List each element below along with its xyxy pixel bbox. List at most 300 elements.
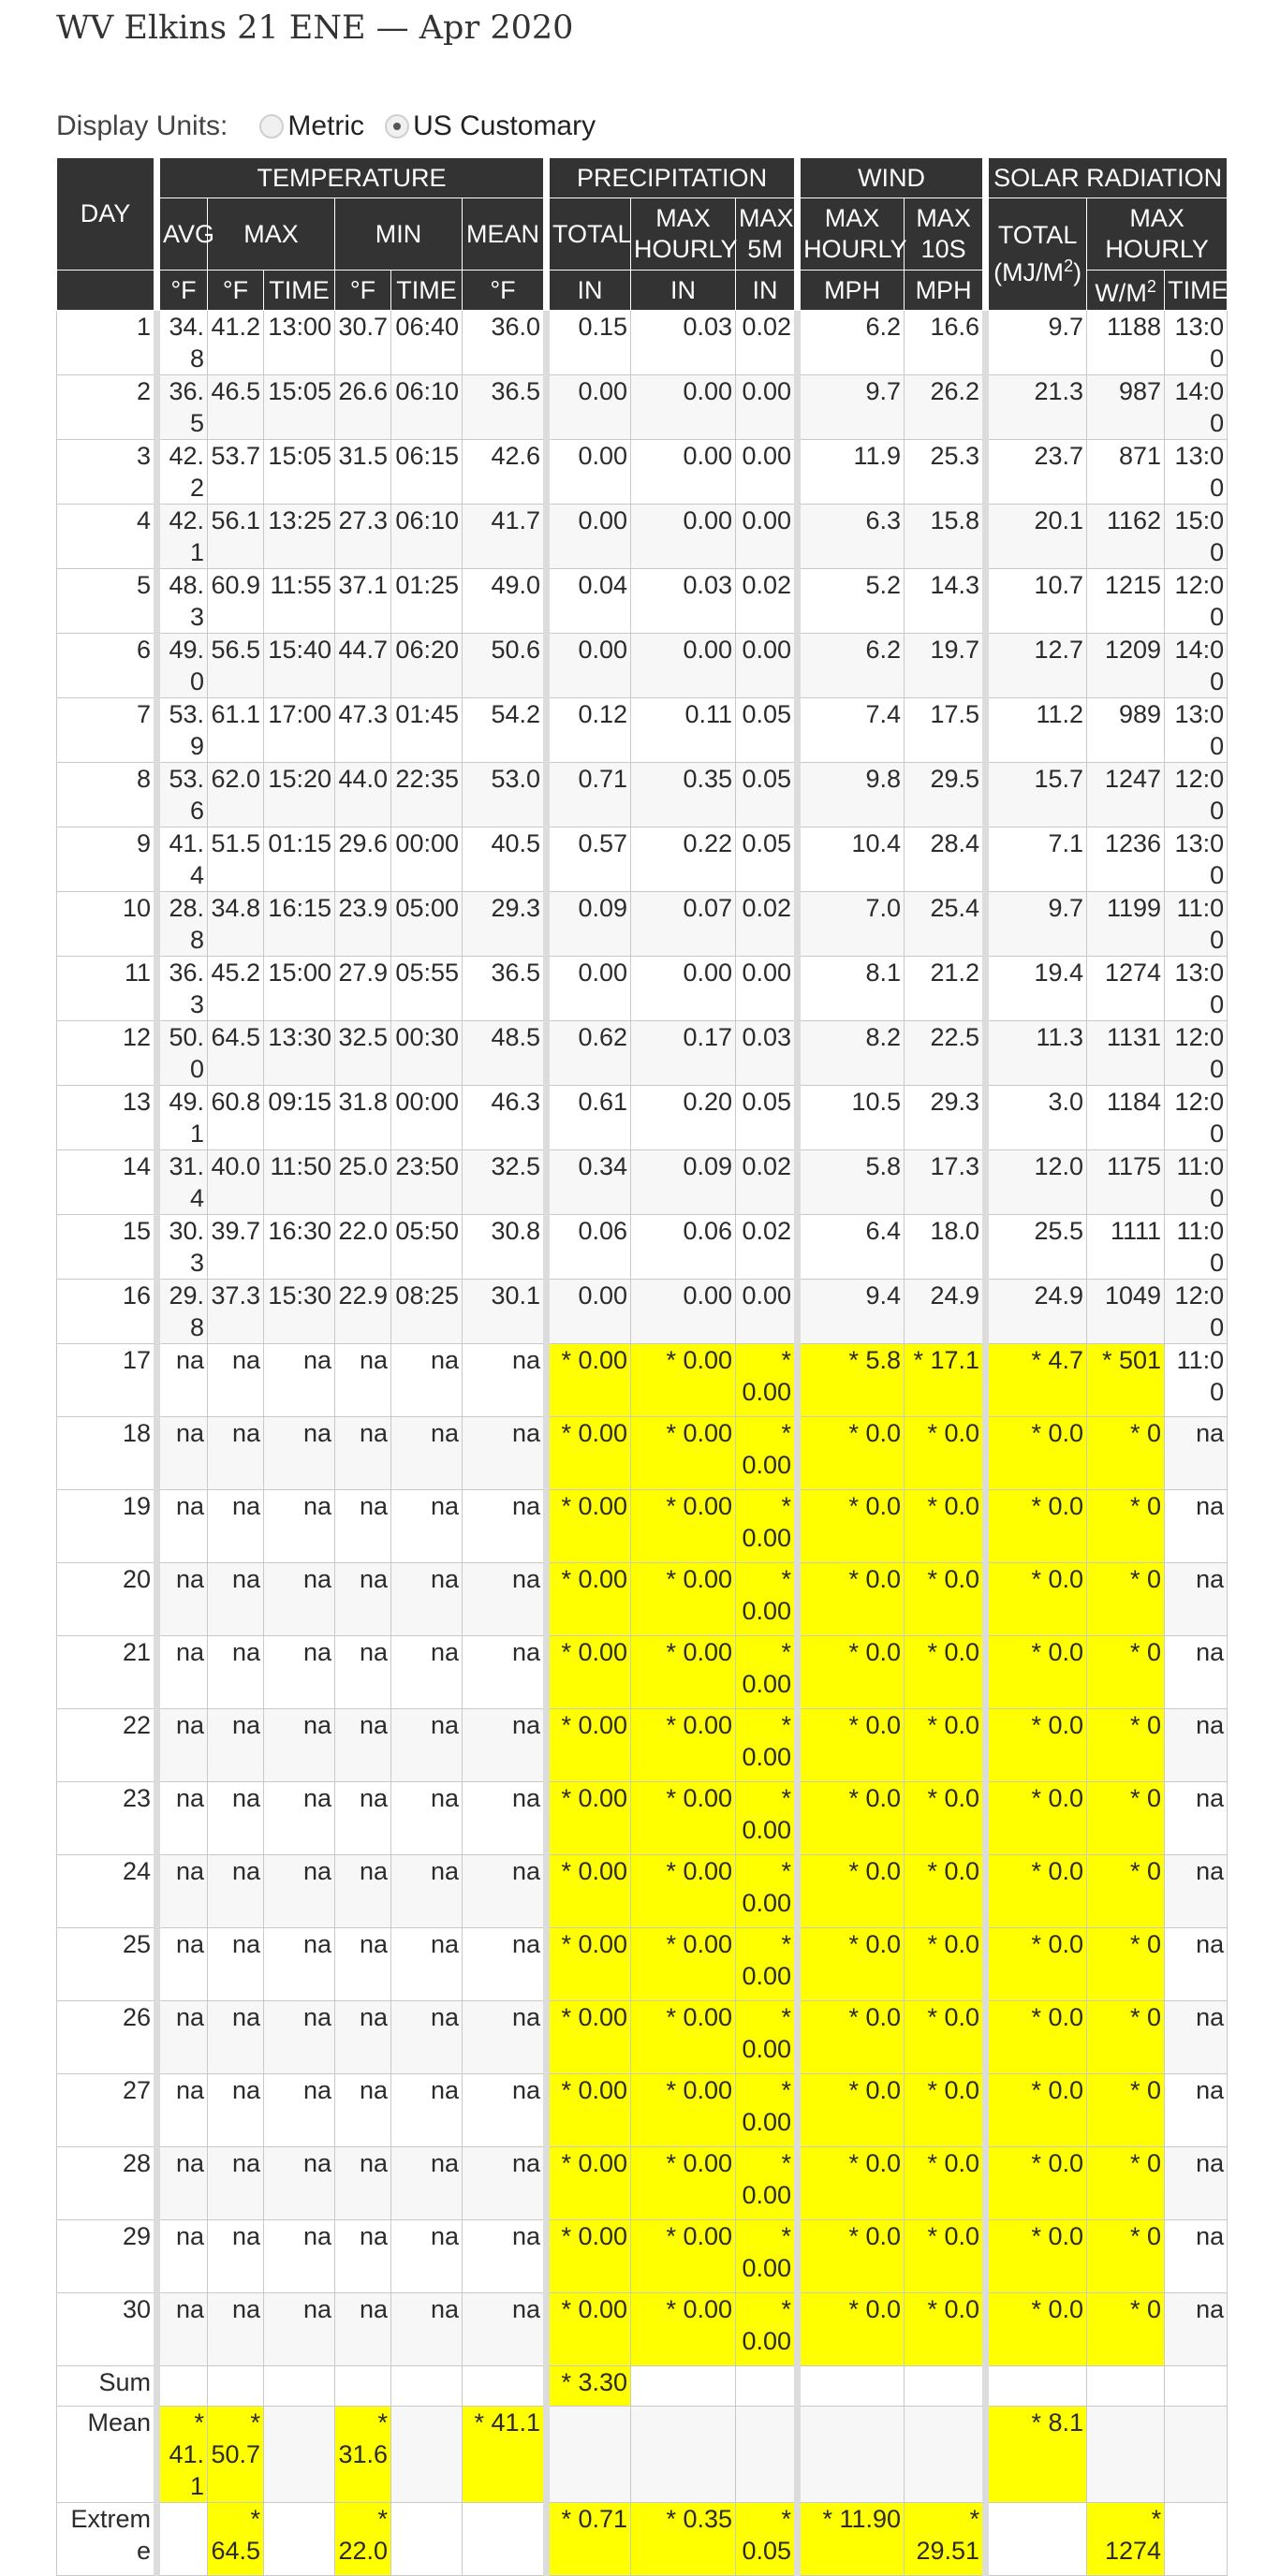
- min-time-cell: 01:45: [391, 698, 463, 763]
- solar-time-cell: 12:00: [1165, 1280, 1228, 1344]
- min-time-cell: na: [391, 1709, 463, 1782]
- solar-radiation-header: SOLAR RADIATION: [986, 158, 1228, 198]
- solar-max-hourly-cell: * 0: [1087, 2220, 1165, 2293]
- max-time-cell: 15:40: [264, 634, 335, 698]
- mean-cell: na: [463, 2074, 547, 2147]
- wind-max-10s-cell: * 0.0: [905, 2001, 986, 2074]
- day-cell: 29: [57, 2220, 157, 2293]
- max-cell: 40.0: [208, 1150, 264, 1215]
- precip-total-cell: * 0.00: [547, 2293, 631, 2366]
- min-cell: na: [335, 2001, 391, 2074]
- solar-total-cell: * 0.0: [986, 2147, 1087, 2220]
- max-time-cell: na: [264, 2074, 335, 2147]
- max-cell: 56.1: [208, 505, 264, 569]
- min-time-cell: na: [391, 1855, 463, 1928]
- table-row: [57, 1490, 1228, 1563]
- precip-max-5m-cell: 0.00: [736, 505, 798, 569]
- precip-max-hourly-cell: * 0.00: [631, 1709, 736, 1782]
- min-cell: 22.0: [335, 1215, 391, 1280]
- precip-max-hourly-cell: * 0.00: [631, 2293, 736, 2366]
- avg-cell: 31.4: [157, 1150, 208, 1215]
- wind-max-hourly-unit: MPH: [798, 271, 905, 311]
- mean-cell: na: [463, 1855, 547, 1928]
- min-time-cell: na: [391, 1636, 463, 1709]
- precip-max-hourly-cell: 0.22: [631, 827, 736, 892]
- precip-max-hourly-header: MAX HOURLY: [631, 198, 736, 271]
- max-cell: na: [208, 1344, 264, 1417]
- table-row: [57, 1709, 1228, 1782]
- solar-max-hourly-cell: 871: [1087, 440, 1165, 505]
- display-units: [56, 110, 616, 142]
- min-cell: na: [335, 1855, 391, 1928]
- avg-cell: na: [157, 2001, 208, 2074]
- precip-max-5m-cell: * 0.00: [736, 1928, 798, 2001]
- day-cell: 10: [57, 892, 157, 957]
- table-row: [57, 1086, 1228, 1150]
- min-cell: na: [335, 1490, 391, 1563]
- precip-max-5m-cell: [736, 2366, 798, 2407]
- max-cell: 60.8: [208, 1086, 264, 1150]
- solar-total-cell: * 0.0: [986, 1636, 1087, 1709]
- max-cell: 37.3: [208, 1280, 264, 1344]
- solar-total-cell: [986, 2503, 1087, 2576]
- table-row: [57, 1855, 1228, 1928]
- solar-max-hourly-cell: * 0: [1087, 2074, 1165, 2147]
- day-cell: 28: [57, 2147, 157, 2220]
- day-cell: 24: [57, 1855, 157, 1928]
- min-unit: °F: [335, 271, 391, 311]
- avg-cell: 49.1: [157, 1086, 208, 1150]
- mean-cell: na: [463, 2001, 547, 2074]
- min-cell: 27.3: [335, 505, 391, 569]
- day-cell: 18: [57, 1417, 157, 1490]
- max-time-cell: [264, 2366, 335, 2407]
- wind-max-10s-cell: 25.3: [905, 440, 986, 505]
- max-time-cell: 15:30: [264, 1280, 335, 1344]
- max-cell: 46.5: [208, 375, 264, 440]
- mean-cell: 54.2: [463, 698, 547, 763]
- wind-max-hourly-cell: * 0.0: [798, 1855, 905, 1928]
- max-time-cell: 11:55: [264, 569, 335, 634]
- precip-max-hourly-cell: * 0.00: [631, 2001, 736, 2074]
- precip-total-cell: 0.57: [547, 827, 631, 892]
- solar-time-cell: 13:00: [1165, 440, 1228, 505]
- table-row: [57, 2503, 1228, 2576]
- solar-time-cell: na: [1165, 2147, 1228, 2220]
- solar-time-cell: [1165, 2366, 1228, 2407]
- solar-time-cell: 13:00: [1165, 957, 1228, 1021]
- mean-cell: na: [463, 1417, 547, 1490]
- wind-max-10s-cell: * 0.0: [905, 1490, 986, 1563]
- solar-total-end: ): [1073, 258, 1082, 286]
- mean-unit: °F: [463, 271, 547, 311]
- wind-max-hourly-cell: 7.4: [798, 698, 905, 763]
- solar-total-cell: 24.9: [986, 1280, 1087, 1344]
- precip-total-cell: * 0.00: [547, 1490, 631, 1563]
- max-cell: 62.0: [208, 763, 264, 827]
- solar-total-cell: * 0.0: [986, 1928, 1087, 2001]
- solar-total-cell: * 0.0: [986, 2074, 1087, 2147]
- wind-max-10s-cell: 22.5: [905, 1021, 986, 1086]
- day-cell: 26: [57, 2001, 157, 2074]
- precip-max-hourly-cell: * 0.00: [631, 1490, 736, 1563]
- wind-max-hourly-cell: 9.8: [798, 763, 905, 827]
- wind-max-hourly-cell: 6.2: [798, 634, 905, 698]
- solar-total-cell: 25.5: [986, 1215, 1087, 1280]
- table-row: [57, 1417, 1228, 1490]
- max-cell: 64.5: [208, 1021, 264, 1086]
- precip-total-cell: * 0.00: [547, 1636, 631, 1709]
- precip-total-cell: * 0.00: [547, 1855, 631, 1928]
- max-cell: na: [208, 2147, 264, 2220]
- wind-max-10s-cell: 24.9: [905, 1280, 986, 1344]
- wind-max-hourly-cell: * 0.0: [798, 2220, 905, 2293]
- day-cell: 9: [57, 827, 157, 892]
- solar-time-cell: na: [1165, 1636, 1228, 1709]
- avg-cell: na: [157, 2220, 208, 2293]
- solar-time-cell: 13:00: [1165, 827, 1228, 892]
- min-cell: * 31.6: [335, 2407, 391, 2503]
- wind-max-10s-cell: 18.0: [905, 1215, 986, 1280]
- max-time-cell: 13:25: [264, 505, 335, 569]
- avg-cell: 28.8: [157, 892, 208, 957]
- precip-total-cell: * 0.71: [547, 2503, 631, 2576]
- wind-max-10s-cell: 21.2: [905, 957, 986, 1021]
- day-cell: 21: [57, 1636, 157, 1709]
- avg-cell: 53.6: [157, 763, 208, 827]
- wind-max-hourly-cell: [798, 2407, 905, 2503]
- precip-total-cell: * 0.00: [547, 1709, 631, 1782]
- max-time-cell: 17:00: [264, 698, 335, 763]
- avg-cell: 49.0: [157, 634, 208, 698]
- mean-cell: 46.3: [463, 1086, 547, 1150]
- avg-cell: 29.8: [157, 1280, 208, 1344]
- precip-max-5m-cell: 0.02: [736, 1215, 798, 1280]
- solar-time-cell: na: [1165, 1563, 1228, 1636]
- solar-total-cell: * 0.0: [986, 1563, 1087, 1636]
- metric-radio[interactable]: [259, 114, 284, 139]
- day-cell: 19: [57, 1490, 157, 1563]
- day-cell: 5: [57, 569, 157, 634]
- solar-total-cell: * 4.7: [986, 1344, 1087, 1417]
- precip-max-hourly-cell: * 0.00: [631, 1563, 736, 1636]
- precip-max-hourly-cell: [631, 2407, 736, 2503]
- solar-time-cell: 11:00: [1165, 892, 1228, 957]
- avg-cell: na: [157, 1782, 208, 1855]
- precip-max-hourly-cell: 0.00: [631, 505, 736, 569]
- precip-total-cell: 0.09: [547, 892, 631, 957]
- precip-max-hourly-cell: [631, 2366, 736, 2407]
- min-cell: 44.7: [335, 634, 391, 698]
- wind-max-hourly-cell: 10.4: [798, 827, 905, 892]
- precip-max-5m-cell: 0.02: [736, 1150, 798, 1215]
- precip-total-cell: 0.71: [547, 763, 631, 827]
- solar-max-hourly-cell: 1247: [1087, 763, 1165, 827]
- solar-time-cell: 11:00: [1165, 1215, 1228, 1280]
- metric-option-label[interactable]: Metric: [287, 110, 365, 141]
- solar-max-hourly-cell: 1184: [1087, 1086, 1165, 1150]
- precip-total-cell: * 0.00: [547, 1928, 631, 2001]
- wind-max-10s-cell: [905, 2407, 986, 2503]
- precip-max-hourly-cell: * 0.35: [631, 2503, 736, 2576]
- wind-max-hourly-cell: * 0.0: [798, 2074, 905, 2147]
- solar-max-hourly-cell: * 0: [1087, 1490, 1165, 1563]
- precip-max-5m-cell: * 0.00: [736, 1855, 798, 1928]
- wind-max-hourly-cell: 6.3: [798, 505, 905, 569]
- max-cell: na: [208, 1417, 264, 1490]
- wind-max-hourly-cell: 9.4: [798, 1280, 905, 1344]
- mean-cell: na: [463, 1636, 547, 1709]
- day-cell: 22: [57, 1709, 157, 1782]
- solar-time-cell: na: [1165, 1417, 1228, 1490]
- mean-cell: 29.3: [463, 892, 547, 957]
- solar-total-cell: 3.0: [986, 1086, 1087, 1150]
- solar-max-hourly-cell: 1162: [1087, 505, 1165, 569]
- precip-max-5m-cell: * 0.00: [736, 1344, 798, 1417]
- wind-max-10s-cell: * 29.51: [905, 2503, 986, 2576]
- min-cell: na: [335, 2147, 391, 2220]
- solar-total-cell: 11.3: [986, 1021, 1087, 1086]
- mean-cell: [463, 2503, 547, 2576]
- precip-total-header: TOTAL: [547, 198, 631, 271]
- max-time-cell: na: [264, 1782, 335, 1855]
- solar-time-cell: 13:00: [1165, 311, 1228, 375]
- max-cell: 56.5: [208, 634, 264, 698]
- precip-max-5m-cell: 0.02: [736, 569, 798, 634]
- max-cell: na: [208, 1490, 264, 1563]
- max-time-unit: TIME: [264, 271, 335, 311]
- max-cell: 51.5: [208, 827, 264, 892]
- wind-max-10s-cell: [905, 2366, 986, 2407]
- solar-max-hourly-cell: 1188: [1087, 311, 1165, 375]
- min-time-cell: 00:00: [391, 1086, 463, 1150]
- max-cell: na: [208, 2293, 264, 2366]
- max-time-cell: na: [264, 1417, 335, 1490]
- mean-cell: na: [463, 2147, 547, 2220]
- max-cell: 41.2: [208, 311, 264, 375]
- table-row: [57, 957, 1228, 1021]
- precip-max-5m-cell: 0.05: [736, 1086, 798, 1150]
- precip-max-hourly-cell: 0.00: [631, 634, 736, 698]
- wind-max-hourly-cell: * 0.0: [798, 2001, 905, 2074]
- precip-total-cell: 0.12: [547, 698, 631, 763]
- solar-max-hourly-cell: 989: [1087, 698, 1165, 763]
- solar-time-cell: 14:00: [1165, 375, 1228, 440]
- wm-unit-sup: 2: [1146, 277, 1156, 296]
- wind-max-10s-cell: * 0.0: [905, 1709, 986, 1782]
- min-cell: 37.1: [335, 569, 391, 634]
- min-time-cell: 01:25: [391, 569, 463, 634]
- min-time-cell: 08:25: [391, 1280, 463, 1344]
- min-time-cell: 06:40: [391, 311, 463, 375]
- solar-total-cell: 21.3: [986, 375, 1087, 440]
- wind-max-hourly-cell: * 0.0: [798, 1563, 905, 1636]
- precip-max-5m-cell: * 0.00: [736, 1490, 798, 1563]
- avg-cell: na: [157, 1928, 208, 2001]
- avg-cell: 42.2: [157, 440, 208, 505]
- solar-total-cell: * 0.0: [986, 2220, 1087, 2293]
- max-time-cell: [264, 2407, 335, 2503]
- wind-max-10s-cell: * 0.0: [905, 1563, 986, 1636]
- precip-total-cell: * 0.00: [547, 2074, 631, 2147]
- min-time-cell: na: [391, 1928, 463, 2001]
- mean-cell: na: [463, 1344, 547, 1417]
- max-time-cell: 13:30: [264, 1021, 335, 1086]
- solar-max-hourly-cell: 987: [1087, 375, 1165, 440]
- wind-max-hourly-cell: * 0.0: [798, 1417, 905, 1490]
- precip-total-cell: * 0.00: [547, 1344, 631, 1417]
- precip-max-hourly-cell: * 0.00: [631, 1636, 736, 1709]
- solar-time-cell: [1165, 2503, 1228, 2576]
- precip-total-cell: 0.00: [547, 505, 631, 569]
- precip-max-5m-cell: 0.00: [736, 1280, 798, 1344]
- min-time-cell: na: [391, 2293, 463, 2366]
- precip-max-hourly-cell: * 0.00: [631, 2220, 736, 2293]
- min-cell: na: [335, 2220, 391, 2293]
- avg-cell: na: [157, 1709, 208, 1782]
- max-cell: 53.7: [208, 440, 264, 505]
- mean-cell: 40.5: [463, 827, 547, 892]
- wind-max-hourly-cell: * 0.0: [798, 1709, 905, 1782]
- precip-max-5m-cell: 0.00: [736, 957, 798, 1021]
- min-cell: 27.9: [335, 957, 391, 1021]
- min-time-cell: [391, 2503, 463, 2576]
- max-cell: * 64.5: [208, 2503, 264, 2576]
- avg-cell: 53.9: [157, 698, 208, 763]
- precip-total-cell: 0.34: [547, 1150, 631, 1215]
- wind-max-10s-header: MAX 10S: [905, 198, 986, 271]
- min-time-cell: 05:50: [391, 1215, 463, 1280]
- mean-cell: na: [463, 1928, 547, 2001]
- day-cell: 23: [57, 1782, 157, 1855]
- table-row: [57, 698, 1228, 763]
- precip-max-5m-cell: 0.05: [736, 827, 798, 892]
- precip-total-cell: 0.61: [547, 1086, 631, 1150]
- wind-max-hourly-cell: 11.9: [798, 440, 905, 505]
- max-time-cell: 15:20: [264, 763, 335, 827]
- us-customary-radio[interactable]: [385, 114, 409, 139]
- solar-time-cell: na: [1165, 1782, 1228, 1855]
- wind-max-hourly-cell: * 0.0: [798, 1782, 905, 1855]
- table-row: [57, 1215, 1228, 1280]
- wind-max-10s-cell: * 0.0: [905, 1782, 986, 1855]
- day-cell: 12: [57, 1021, 157, 1086]
- precip-max-5m-header: MAX 5M: [736, 198, 798, 271]
- solar-total-cell: 15.7: [986, 763, 1087, 827]
- table-row: [57, 1782, 1228, 1855]
- min-time-cell: 00:30: [391, 1021, 463, 1086]
- avg-unit: °F: [157, 271, 208, 311]
- solar-total-cell: * 0.0: [986, 1782, 1087, 1855]
- table-row: [57, 1280, 1228, 1344]
- wind-max-hourly-cell: 6.2: [798, 311, 905, 375]
- solar-total-cell: 7.1: [986, 827, 1087, 892]
- precip-max-5m-cell: [736, 2407, 798, 2503]
- precip-max-5m-cell: 0.02: [736, 892, 798, 957]
- wind-max-10s-cell: * 0.0: [905, 1417, 986, 1490]
- mean-cell: 42.6: [463, 440, 547, 505]
- avg-cell: 48.3: [157, 569, 208, 634]
- max-cell: [208, 2366, 264, 2407]
- solar-total-cell: 19.4: [986, 957, 1087, 1021]
- max-cell: na: [208, 2220, 264, 2293]
- min-cell: na: [335, 1636, 391, 1709]
- min-cell: 23.9: [335, 892, 391, 957]
- solar-max-hourly-cell: * 0: [1087, 2293, 1165, 2366]
- day-cell: 20: [57, 1563, 157, 1636]
- max-time-cell: na: [264, 2147, 335, 2220]
- solar-time-cell: na: [1165, 2001, 1228, 2074]
- min-time-cell: na: [391, 2001, 463, 2074]
- precip-max-hourly-cell: * 0.00: [631, 2074, 736, 2147]
- table-row: [57, 634, 1228, 698]
- precip-max-5m-cell: * 0.00: [736, 2293, 798, 2366]
- min-header: MIN: [335, 198, 463, 271]
- table-row: [57, 440, 1228, 505]
- min-time-cell: na: [391, 1782, 463, 1855]
- min-cell: 29.6: [335, 827, 391, 892]
- solar-time-cell: na: [1165, 2074, 1228, 2147]
- max-cell: na: [208, 1709, 264, 1782]
- avg-cell: [157, 2366, 208, 2407]
- precip-max-hourly-cell: 0.00: [631, 1280, 736, 1344]
- table-row: [57, 2074, 1228, 2147]
- precip-max-5m-cell: * 0.00: [736, 1636, 798, 1709]
- wind-max-10s-cell: 29.3: [905, 1086, 986, 1150]
- avg-header: AVG: [157, 198, 208, 271]
- min-time-cell: 06:15: [391, 440, 463, 505]
- avg-cell: 36.3: [157, 957, 208, 1021]
- min-time-cell: 00:00: [391, 827, 463, 892]
- avg-cell: na: [157, 2293, 208, 2366]
- precip-max-5m-cell: 0.05: [736, 698, 798, 763]
- us-customary-option-label[interactable]: US Customary: [413, 110, 596, 141]
- mean-cell: na: [463, 2220, 547, 2293]
- mean-cell: 50.6: [463, 634, 547, 698]
- min-cell: 30.7: [335, 311, 391, 375]
- solar-total-cell: * 0.0: [986, 1417, 1087, 1490]
- precip-total-cell: 0.00: [547, 375, 631, 440]
- day-cell: 27: [57, 2074, 157, 2147]
- wind-max-10s-cell: * 0.0: [905, 2074, 986, 2147]
- table-row: [57, 569, 1228, 634]
- max-cell: na: [208, 2074, 264, 2147]
- min-time-cell: na: [391, 1344, 463, 1417]
- solar-max-hourly-cell: 1209: [1087, 634, 1165, 698]
- avg-cell: 50.0: [157, 1021, 208, 1086]
- mean-cell: 36.5: [463, 957, 547, 1021]
- min-time-cell: 05:55: [391, 957, 463, 1021]
- precip-max-hourly-cell: * 0.00: [631, 1928, 736, 2001]
- precip-max-hourly-cell: * 0.00: [631, 1855, 736, 1928]
- temperature-header: TEMPERATURE: [157, 158, 547, 198]
- min-cell: na: [335, 1782, 391, 1855]
- wind-header: WIND: [798, 158, 986, 198]
- min-cell: na: [335, 1417, 391, 1490]
- min-time-cell: [391, 2366, 463, 2407]
- solar-time-cell: 12:00: [1165, 1021, 1228, 1086]
- max-time-cell: na: [264, 2293, 335, 2366]
- wind-max-10s-cell: 14.3: [905, 569, 986, 634]
- day-cell: 25: [57, 1928, 157, 2001]
- wind-max-10s-cell: * 0.0: [905, 1636, 986, 1709]
- precip-total-cell: * 0.00: [547, 1563, 631, 1636]
- wind-max-10s-cell: * 0.0: [905, 1855, 986, 1928]
- min-time-cell: 23:50: [391, 1150, 463, 1215]
- solar-time-cell: 11:00: [1165, 1150, 1228, 1215]
- precip-max-5m-cell: 0.02: [736, 311, 798, 375]
- precip-total-cell: 0.00: [547, 957, 631, 1021]
